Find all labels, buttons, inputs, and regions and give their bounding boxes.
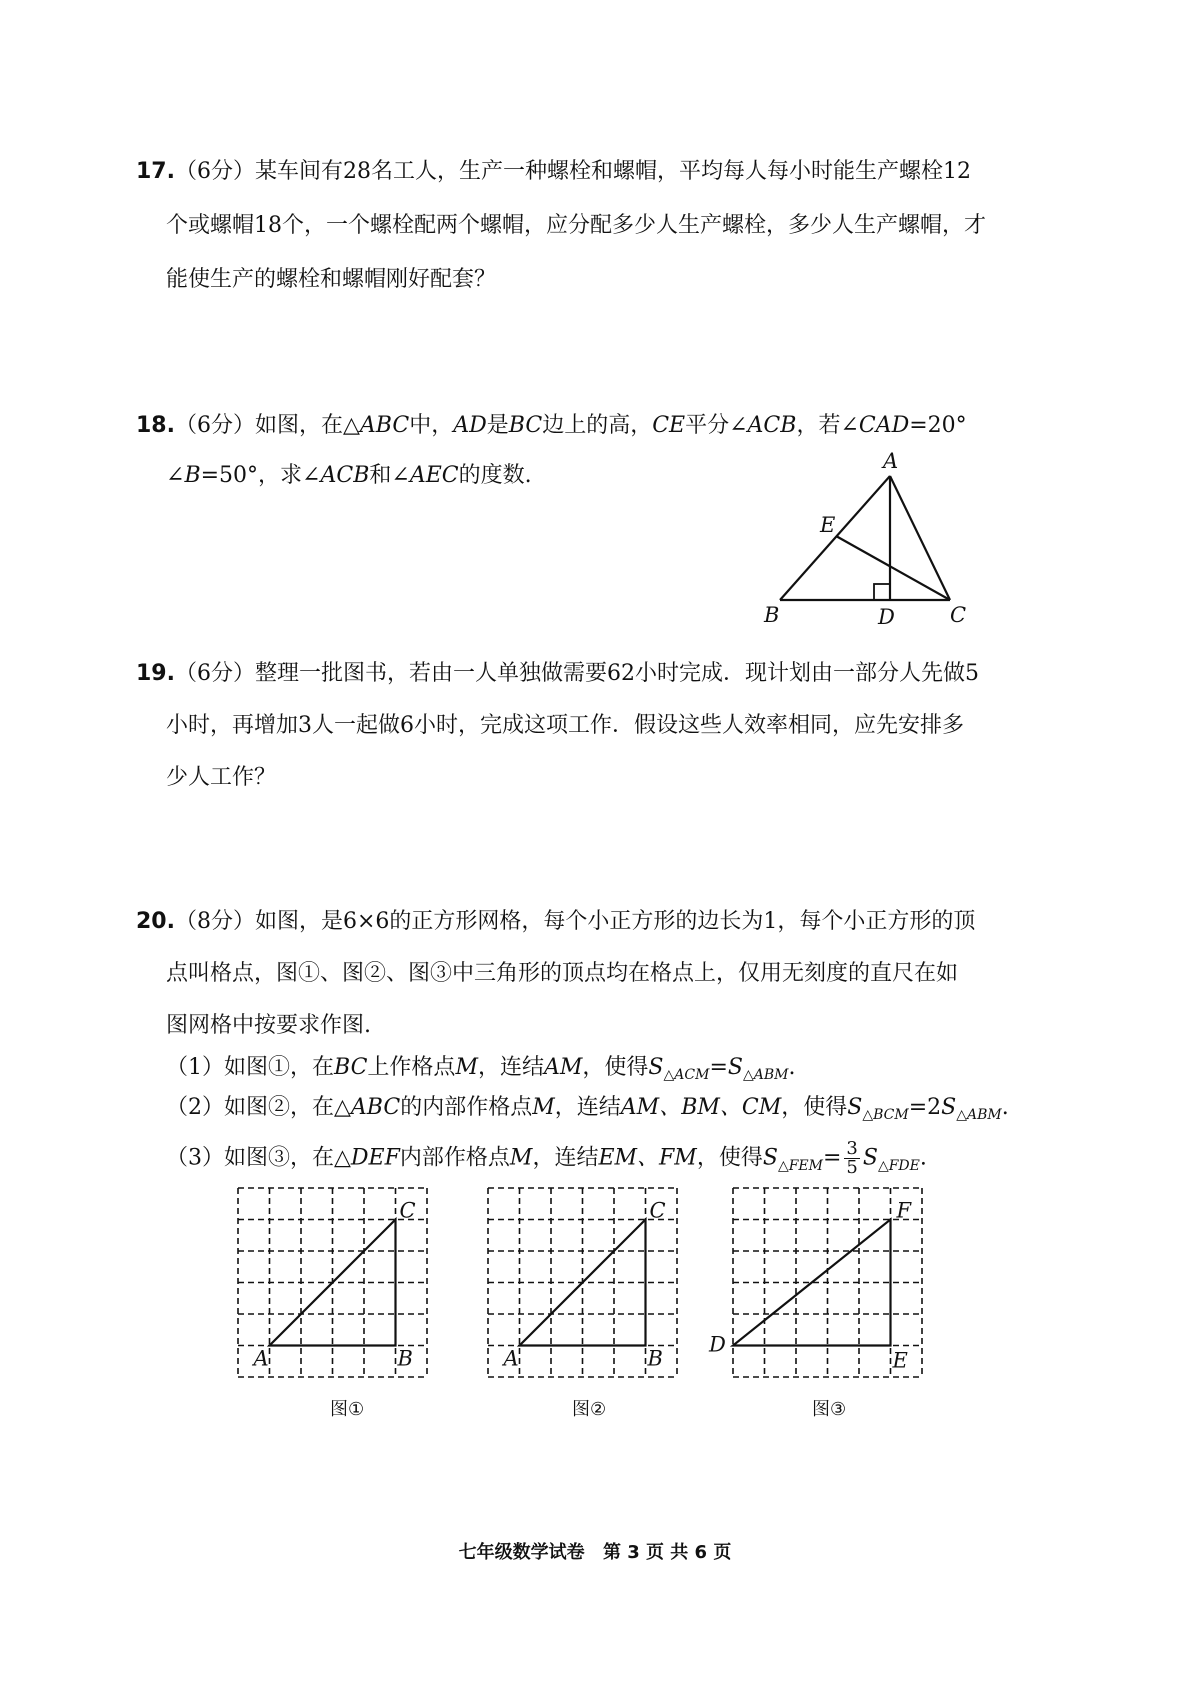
q18-line2: ∠B=50°，求∠ACB和∠AEC的度数. xyxy=(166,463,532,488)
q20-part2: （2）如图②，在△ABC的内部作格点M，连结AM、BM、CM，使得$S_{\triangle BCM}=2S_{\triangle ABM}$. xyxy=(166,1095,1009,1123)
figure-1-caption: 图① xyxy=(330,1399,365,1420)
q17-number: 17. xyxy=(136,159,175,184)
figure-3-caption: 图③ xyxy=(812,1399,847,1420)
q20-line1: 20.（8分）如图，是6×6的正方形网格，每个小正方形的边长为1，每个小正方形的顶 xyxy=(136,909,976,934)
q17-line3: 能使生产的螺栓和螺帽刚好配套？ xyxy=(166,267,497,292)
vertex-label: B xyxy=(397,1346,413,1371)
side-ac xyxy=(890,476,950,600)
q20-number: 20. xyxy=(136,909,175,934)
bisector-ce xyxy=(836,536,950,600)
label-c: C xyxy=(950,603,967,627)
side-ab xyxy=(780,476,890,600)
q20-part1: （1）如图①，在BC上作格点M，连结AM，使得$S_{\triangle ACM}=S_{\triangle ABM}$. xyxy=(166,1055,796,1083)
label-a: A xyxy=(883,449,899,473)
footer-page-number: 第 3 页 共 6 页 xyxy=(602,1542,732,1563)
vertex-label: F xyxy=(896,1198,912,1223)
grid-figure-2 xyxy=(480,1178,690,1393)
q18-line1: 18.（6分）如图，在△ABC中，AD是BC边上的高，CE平分∠ACB，若∠CAD=20° xyxy=(136,413,967,438)
q20-line2: 点叫格点，图①、图②、图③中三角形的顶点均在格点上，仅用无刻度的直尺在如 xyxy=(166,961,959,986)
q20-part3: （3）如图③，在△DEF内部作格点M，连结EM、FM，使得$S_{\triangle FEM}=$ $\frac{3}{5}$ $S_{\triangle FDE}$. xyxy=(166,1138,927,1178)
q19-line2: 小时，再增加3人一起做6小时，完成这项工作．假设这些人效率相同，应先安排多 xyxy=(166,713,964,738)
footer-title: 七年级数学试卷 xyxy=(458,1542,585,1563)
fraction-three-fifths: $\frac{3}{5}$ xyxy=(846,1138,858,1178)
vertex-label: E xyxy=(892,1348,908,1373)
q17-line1: 17.（6分）某车间有28名工人，生产一种螺栓和螺帽，平均每人每小时能生产螺栓12 xyxy=(136,159,971,184)
vertex-label: A xyxy=(503,1346,519,1371)
label-b: B xyxy=(764,603,780,627)
vertex-label: D xyxy=(709,1332,726,1357)
right-angle-mark xyxy=(874,584,890,600)
vertex-label: A xyxy=(253,1346,269,1371)
q19-line1: 19.（6分）整理一批图书，若由一人单独做需要62小时完成．现计划由一部分人先做5 xyxy=(136,661,979,686)
grid-figure-3 xyxy=(705,1178,935,1393)
vertex-label: C xyxy=(399,1198,416,1223)
q20-line3: 图网格中按要求作图. xyxy=(166,1013,371,1038)
q18-number: 18. xyxy=(136,413,175,438)
label-d: D xyxy=(878,605,895,629)
label-e: E xyxy=(820,513,836,537)
vertex-label: B xyxy=(647,1346,663,1371)
q19-number: 19. xyxy=(136,661,175,686)
figure-2-caption: 图② xyxy=(572,1399,607,1420)
page-footer xyxy=(0,1538,1190,1564)
q19-line3: 少人工作？ xyxy=(166,765,277,790)
grid-figure-1 xyxy=(230,1178,440,1393)
vertex-label: C xyxy=(649,1198,666,1223)
q17-line2: 个或螺帽18个，一个螺栓配两个螺帽，应分配多少人生产螺栓，多少人生产螺帽，才 xyxy=(166,213,986,238)
q18-triangle-figure xyxy=(750,440,990,640)
